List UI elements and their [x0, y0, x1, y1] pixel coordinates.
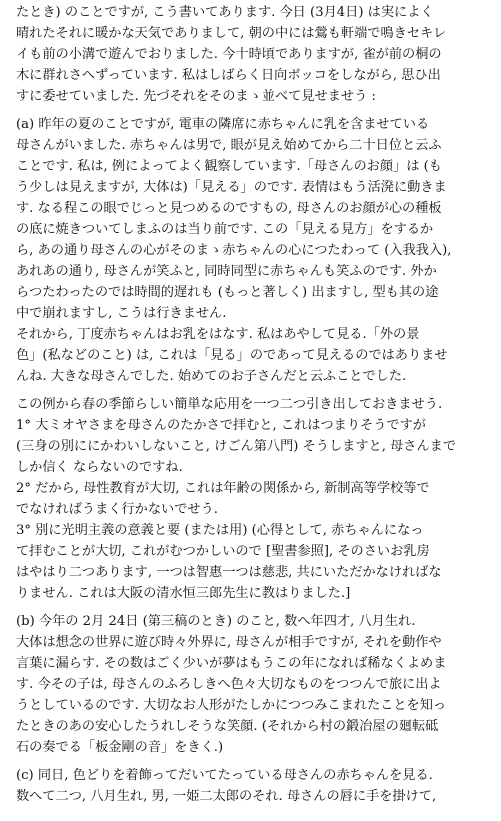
text-line: 1° 大ミオヤさまを母さんのたかさで拝むと, これはつまりそうですが	[16, 418, 426, 433]
text-line: あれあの通り, 母さんが笑ふと, 同時同型に赤ちゃんも笑ふのです. 外か	[16, 264, 437, 279]
text-line: (c) 同日, 色どりを着飾ってだいてたっている母さんの赤ちゃんを見る.	[16, 768, 433, 783]
paragraph-gap	[16, 758, 489, 765]
text-line: (a) 昨年の夏のことですが, 電車の隣席に赤ちゃんに乳を含ませている	[16, 117, 430, 132]
text-line: はやはり二つあります, 一つは智惠一つは慈悲, 共にいただかなければな	[16, 565, 442, 580]
paragraph-gap	[16, 604, 489, 611]
text-line: ことです. 私は, 例によってよく観察しています.「母さんのお顔」は (も	[16, 159, 442, 174]
text-line: イも前の小溝で遊んでおりました. 今十時頃でありますが, 雀が前の桐の	[16, 47, 442, 62]
text-line: う少しは見えますが, 大体は)「見える」のです. 表情はもう活溌に動きま	[16, 180, 447, 195]
text-line: 中で崩れますし, こうは行きません.	[16, 306, 227, 321]
text-line: 母さんがいました. 赤ちゃんは男で, 眼が見え始めてから二十日位と云ふ	[16, 138, 442, 153]
text-line: 晴れたそれに暖かな天気でありまして, 朝の中には鶯も軒端で鳴きセキレ	[16, 26, 447, 41]
text-line: (三身の別ににかわいしないこと, けごん第八門) そうしますと, 母さんまで	[16, 439, 457, 454]
text-line: (b) 今年の 2月 24日 (第三稿のとき) のこと, 数へ年四才, 八月生れ.	[16, 614, 416, 629]
paragraph-gap	[16, 107, 489, 114]
text-line: 大体は想念の世界に遊び時々外界に, 母さんが相手ですが, それを動作や	[16, 635, 442, 650]
text-line: らつたわったのでは時間的遅れも (もっと著しく) 出ますし, 型も其の途	[16, 285, 439, 300]
text-line: す. 今その子は, 母さんのふろしきへ色々大切なものをつつんで旅に出よ	[16, 677, 442, 692]
text-line: 言葉に漏らす. その数はごく少いが夢はもうこの年になれば稀なくよめま	[16, 656, 447, 671]
text-line: 石の奏でる「板金剛の音」をきく.)	[16, 740, 224, 755]
text-line: それから, 丁度赤ちゃんはお乳をはなす. 私はあやして見る.「外の景	[16, 327, 420, 342]
text-line: 木に群れさへずっています. 私はしばらく日向ボッコをしながら, 思ひ出	[16, 68, 441, 83]
text-line: すに委せていました. 先づそれをそのまゝ並べて見せませう :	[16, 89, 376, 104]
text-line: て拝むことが大切, これがむつかしいので [聖書参照], そのさいお乳房	[16, 544, 430, 559]
text-line: りません. これは大阪の清水恒三郎先生に教はりました.]	[16, 586, 351, 601]
text-line: たときのあの安心したうれしそうな笑顔. (それから村の鍛冶屋の廻転砥	[16, 719, 439, 734]
text-line: 数へて二つ, 八月生れ, 男, 一姫二太郎のそれ. 母さんの唇に手を掛けて,	[16, 789, 437, 804]
text-line: この例から春の季節らしい簡単な応用を一つ二つ引き出しておきませう.	[16, 397, 443, 412]
text-line: んね. 大きな母さんでした. 始めてのお子さんだと云ふことでした.	[16, 369, 407, 384]
text-line: うとしているのです. 大切なお人形がたしかにつつみこまれたことを知っ	[16, 698, 447, 713]
paragraph-gap	[16, 387, 489, 394]
text-line: 色」(私などのこと) は, これは「見る」のであって見えるのではありませ	[16, 348, 448, 363]
text-line: でなければうまく行かないでせう.	[16, 502, 219, 517]
text-line: 3° 別に光明主義の意義と要 (または用) (心得として, 赤ちゃんになっ	[16, 523, 424, 538]
text-line: す. なる程この眼でじっと見つめるのですもの, 母さんのお顔が心の種板	[16, 201, 442, 216]
text-line: ら, あの通り母さんの心がそのまゝ赤ちゃんの心につたわって (入我我入),	[16, 243, 452, 258]
text-line: の底に焼きついてしまふのは当り前です. この「見える見方」をするか	[16, 222, 434, 237]
text-line: しか信く ならないのですね.	[16, 460, 183, 475]
text-line: たとき) のことですが, こう書いてあります. 今日 (3月4日) は実によく	[16, 5, 434, 20]
text-line: 2° だから, 母性教育が大切, これは年齢の関係から, 新制高等学校等で	[16, 481, 430, 496]
